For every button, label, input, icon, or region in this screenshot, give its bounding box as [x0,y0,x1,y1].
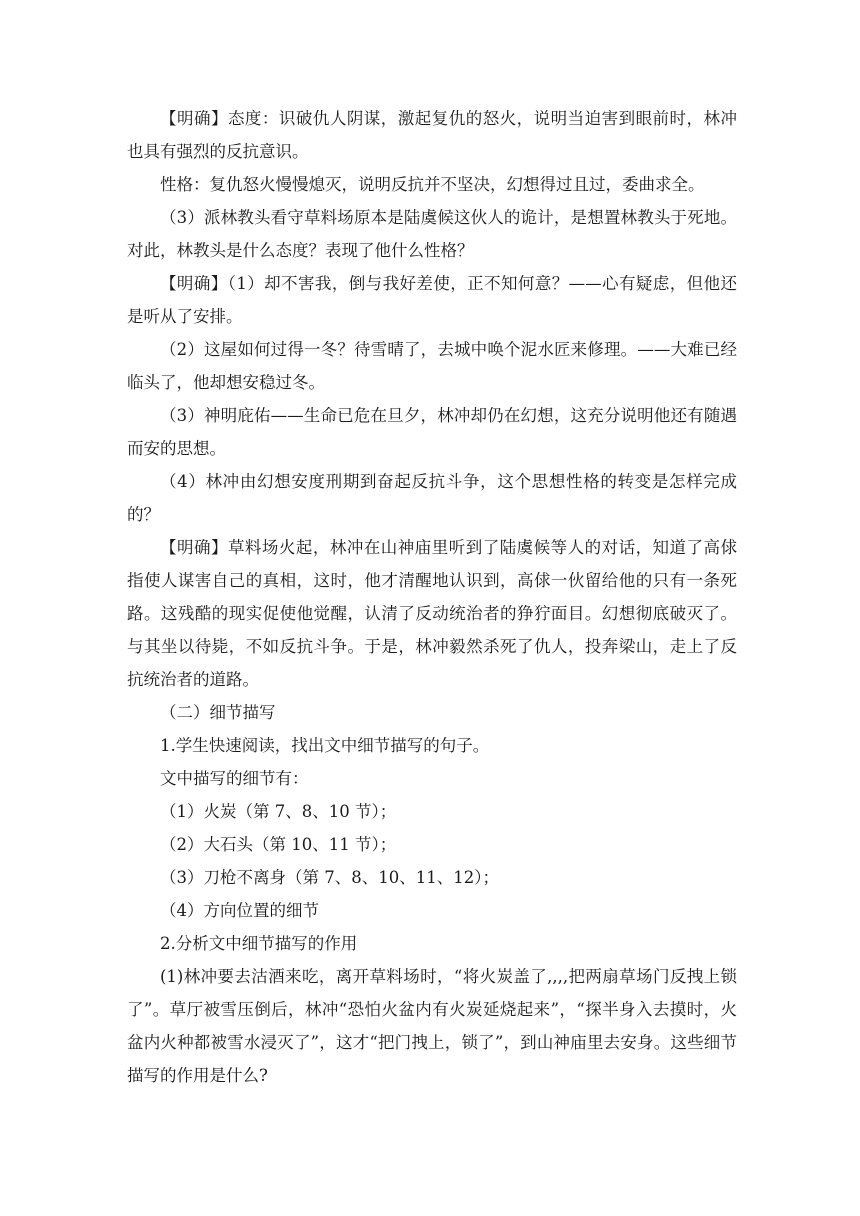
document-body [127,102,737,1092]
paragraph-task-2: 2.分析文中细节描写的作用 [160,934,358,953]
paragraph-task-1: 1.学生快速阅读，找出文中细节描写的句子。 [160,736,490,755]
list-item-weapons: （3）刀枪不离身（第 7、8、10、11、12）； [160,868,499,887]
paragraph-clarify-3: （3）神明庇佑——生命已危在旦夕，林冲却仍在幻想，这充分说明他还有随遇而安的思想。 [127,406,737,458]
paragraph-analysis-1: (1)林冲要去沽酒来吃，离开草料场时，“将火炭盖了,,,,把两扇草场门反拽上锁了”。草厅被雪压倒后，林冲“恐怕火盆内有火炭延烧起来”，“探半身入去摸时，火盆内火种都被雪水浸灭了”，这才“把门拽上，锁了”，到山神庙里去安身。这些细节描写的作用是什么? [127,967,737,1085]
paragraph-question-4: （4）林冲由幻想安度刑期到奋起反抗斗争，这个思想性格的转变是怎样完成的？ [127,472,737,524]
paragraph-details-intro: 文中描写的细节有： [160,769,309,788]
paragraph-question-3: （3）派林教头看守草料场原本是陆虞候这伙人的诡计，是想置林教头于死地。对此，林教头是什么态度？表现了他什么性格？ [127,208,737,260]
paragraph-clarify-2: （2）这屋如何过得一冬？待雪晴了，去城中唤个泥水匠来修理。——大难已经临头了，他却想安稳过冬。 [127,340,737,392]
list-item-big-stone: （2）大石头（第 10、11 节）； [160,835,397,854]
paragraph-clarify-attitude: 【明确】态度：识破仇人阴谋，激起复仇的怒火，说明当迫害到眼前时，林冲也具有强烈的反抗意识。 [127,109,737,161]
list-item-direction: （4）方向位置的细节 [160,901,319,920]
paragraph-character: 性格：复仇怒火慢慢熄灭，说明反抗并不坚决，幻想得过且过，委曲求全。 [160,175,705,194]
paragraph-clarify-transformation: 【明确】草料场火起，林冲在山神庙里听到了陆虞候等人的对话，知道了高俅指使人谋害自己的真相，这时，他才清醒地认识到，高俅一伙留给他的只有一条死路。这残酷的现实促使他觉醒，认清了反动统治者的狰狞面目。幻想彻底破灭了。与其坐以待毙，不如反抗斗争。于是，林冲毅然杀死了仇人，投奔梁山，走上了反抗统治者的道路。 [127,538,737,689]
list-item-charcoal: （1）火炭（第 7、8、10 节）； [160,802,397,821]
section-heading-detail-description: （二）细节描写 [160,703,276,722]
paragraph-clarify-1: 【明确】（1）却不害我，倒与我好差使，正不知何意？——心有疑虑，但他还是听从了安排。 [127,274,737,326]
